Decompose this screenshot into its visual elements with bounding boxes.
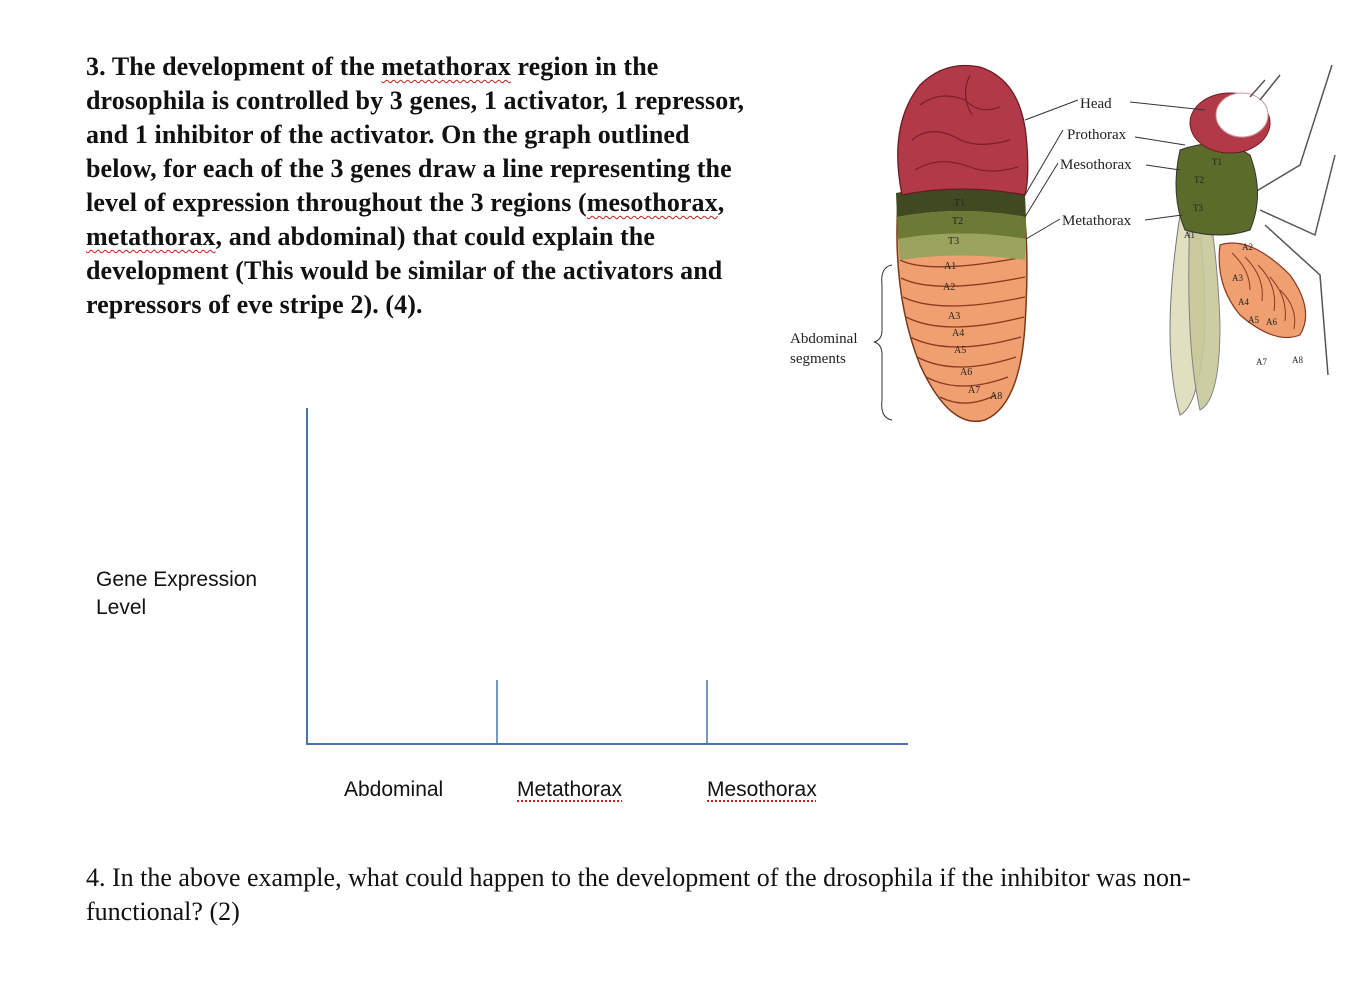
svg-text:T1: T1: [1212, 157, 1222, 167]
svg-text:A5: A5: [954, 345, 967, 356]
svg-text:T2: T2: [952, 216, 964, 227]
svg-text:T1: T1: [954, 198, 966, 209]
prothorax-label: Prothorax: [1067, 127, 1127, 143]
abdominal-label-line2: segments: [790, 351, 846, 367]
y-axis-label: Gene Expression Level: [96, 568, 258, 619]
svg-text:A3: A3: [1232, 273, 1243, 283]
mesothorax-label: Mesothorax: [1060, 157, 1132, 173]
abdominal-label-line1: Abdominal: [790, 331, 858, 347]
svg-text:A8: A8: [990, 391, 1003, 402]
x-label-mesothorax: Mesothorax: [707, 778, 817, 801]
metathorax-label: Metathorax: [1062, 213, 1132, 229]
x-label-abdominal: Abdominal: [344, 778, 444, 801]
question-3-text: 3. The development of the metathorax region in the drosophila is controlled by 3 genes, 1 activator, 1 repressor, and 1 inhibitor of the activator. On the graph outlined below, for each of the 3 genes draw a line representing the level of expression throughout the 3 regions (mesothorax, metathorax, and abdominal) that could explain the development (This would be similar of the activators and repressors of eve stripe 2). (4).: [86, 52, 745, 319]
svg-text:A3: A3: [948, 311, 961, 322]
svg-text:A4: A4: [1238, 297, 1249, 307]
svg-text:A2: A2: [943, 282, 956, 293]
question-4-text: 4. In the above example, what could happen to the development of the drosophila if the inhibitor was non-functional? (2): [86, 863, 1191, 926]
svg-text:A6: A6: [960, 367, 973, 378]
svg-text:A2: A2: [1242, 242, 1253, 252]
head-label: Head: [1080, 96, 1112, 112]
svg-text:A5: A5: [1248, 315, 1259, 325]
svg-text:T3: T3: [948, 236, 960, 247]
svg-text:A8: A8: [1292, 355, 1303, 365]
svg-text:A4: A4: [952, 328, 965, 339]
x-label-metathorax: Metathorax: [517, 778, 623, 801]
svg-text:T2: T2: [1194, 175, 1204, 185]
svg-text:A6: A6: [1266, 317, 1277, 327]
svg-text:A7: A7: [1256, 357, 1267, 367]
svg-text:T3: T3: [1193, 203, 1203, 213]
svg-text:A1: A1: [1184, 230, 1195, 240]
svg-text:A1: A1: [944, 261, 957, 272]
svg-text:A7: A7: [968, 385, 981, 396]
